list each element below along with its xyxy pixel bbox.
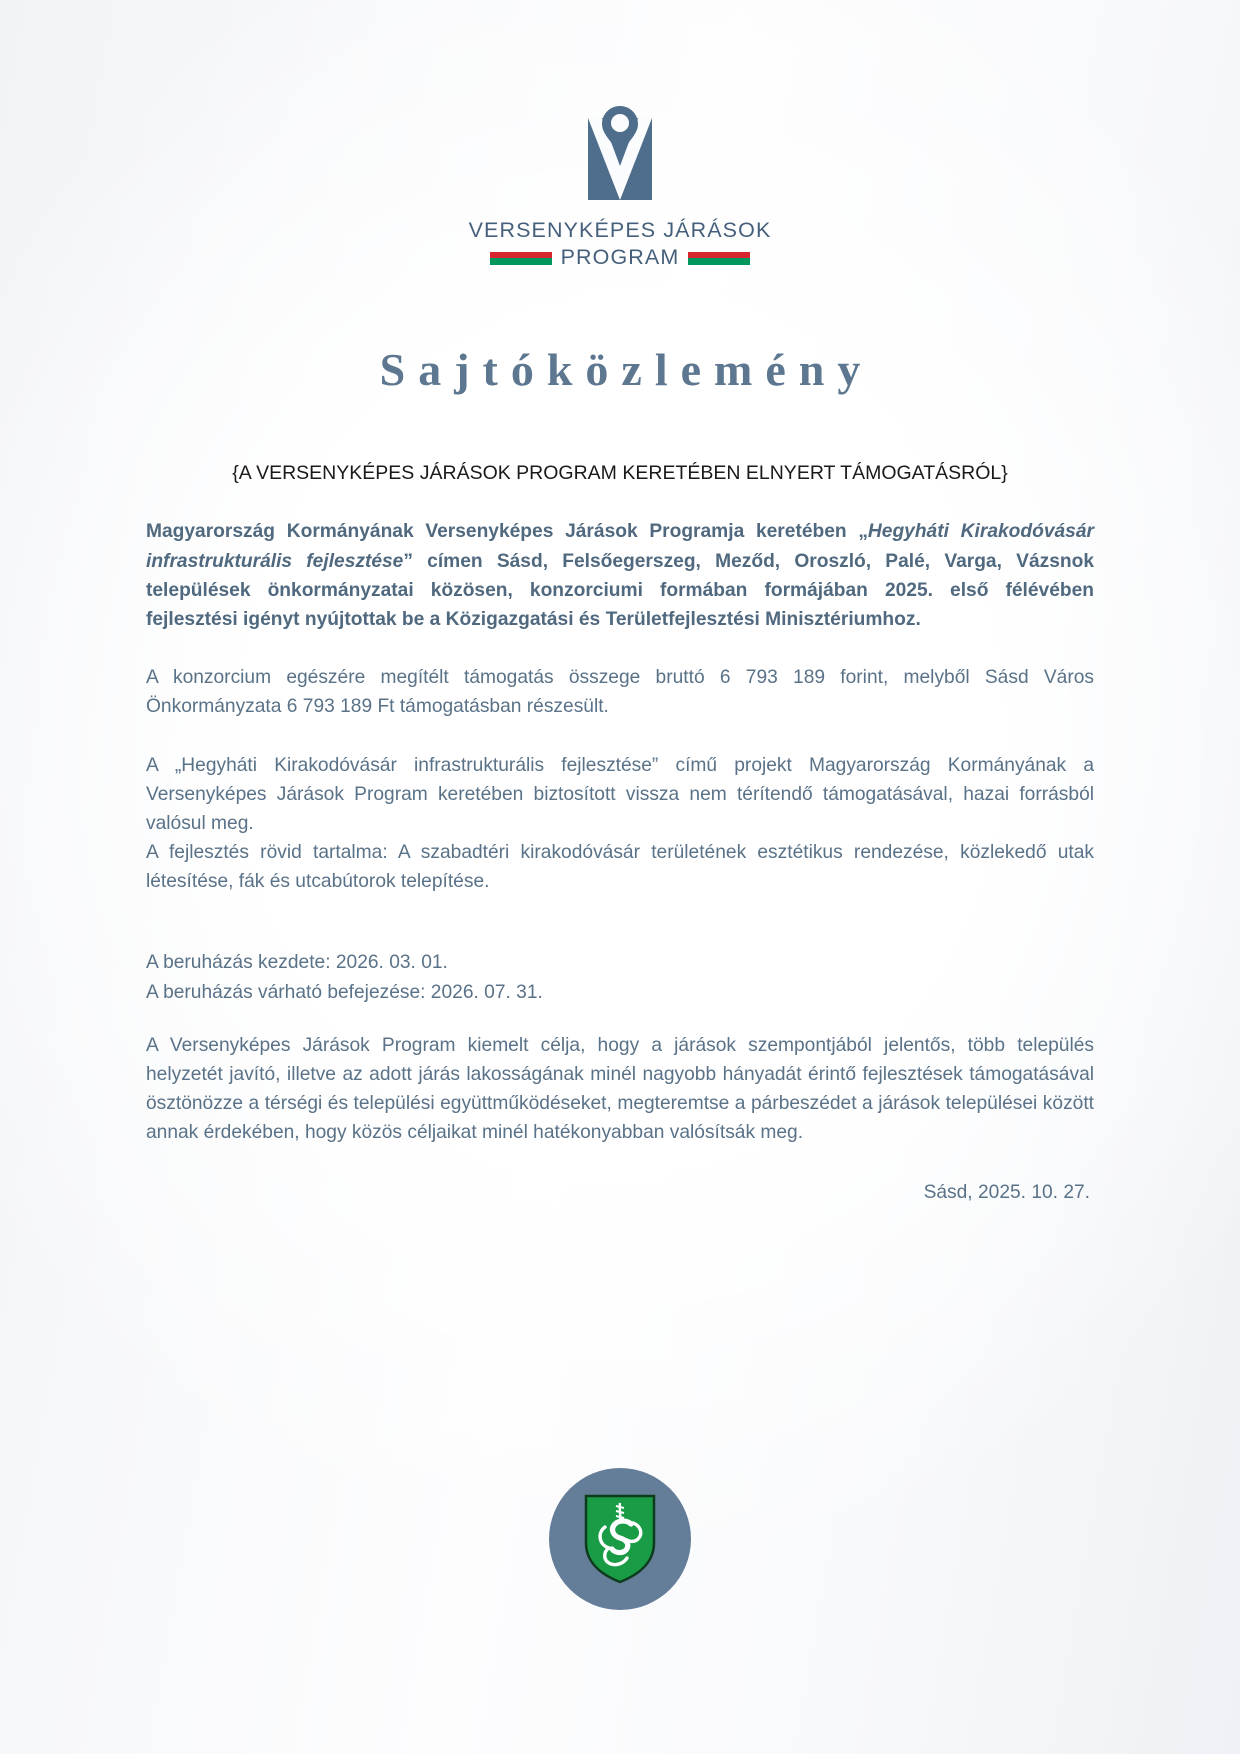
paragraph-goal: A Versenyképes Járások Program kiemelt célja, hogy a járások szempontjából jelentős, több település helyzetét javító, illetve az adott járás lakosságának minél nagyobb hányadát érintő fejlesztések támogatásával ösztönözze a térségi és települési együttműködéseket, megteremtse a párbeszédet a járások települései között annak érdekében, hogy közös céljaikat minél hatékonyabban valósítsák meg.	[146, 1034, 1094, 1144]
hungarian-flag-bar-left	[490, 252, 552, 265]
paragraph-content: A fejlesztés rövid tartalma: A szabadtéri kirakodóvásár területének esztétikus rendezése, közlekedő utak létesítése, fák és utcabútorok telepítése.	[146, 842, 1094, 893]
program-logo	[146, 0, 1094, 271]
paragraph-start-date: A beruházás kezdete: 2026. 03. 01.	[146, 952, 448, 974]
lead-text-part1: Magyarország Kormányának Versenyképes Járások Programja keretében „	[146, 521, 868, 543]
paragraph-project: A „Hegyháti Kirakodóvásár infrastrukturális fejlesztése” című projekt Magyarország Kormányának a Versenyképes Járások Program keretében biztosított vissza nem térítendő támogatásával, hazai forrásból valósul meg.	[146, 754, 1094, 834]
paragraph-funding: A konzorcium egészére megítélt támogatás összege bruttó 6 793 189 forint, melyből Sásd Város Önkormányzata 6 793 189 Ft támogatásban részesült.	[146, 667, 1094, 718]
hungarian-flag-bar-right	[688, 252, 750, 265]
lead-text-part2: ” címen Sásd, Felsőegerszeg, Meződ, Oroszló, Palé, Varga, Vázsnok települések önkormányzatai közösen, konzorciumi formában formájában 2025. első félévében fejlesztési igényt nyújtottak be a Közigazgatási és Területfejlesztési Minisztériumhoz.	[146, 550, 1094, 630]
versenykepes-jarasok-pin-logo	[580, 104, 660, 204]
logo-caption-line2-row	[490, 245, 751, 270]
paragraph-lead	[146, 517, 1094, 634]
signature-place-date: Sásd, 2025. 10. 27.	[923, 1181, 1090, 1203]
lead-project-title: Hegyháti Kirakodóvásár infrastrukturális fejlesztése	[146, 521, 1094, 572]
sasd-coat-of-arms	[549, 1468, 691, 1610]
crest-container	[0, 1468, 1240, 1610]
paragraph-end-date: A beruházás várható befejezése: 2026. 07. 31.	[146, 981, 543, 1003]
logo-caption-line1: VERSENYKÉPES JÁRÁSOK	[468, 218, 772, 242]
page-subtitle: {A VERSENYKÉPES JÁRÁSOK PROGRAM KERETÉBEN ELNYERT TÁMOGATÁSRÓL}	[232, 461, 1008, 484]
page-title: Sajtóközlemény	[379, 343, 874, 395]
logo-caption-line2: PROGRAM	[560, 245, 680, 270]
document-body	[146, 517, 1094, 1206]
